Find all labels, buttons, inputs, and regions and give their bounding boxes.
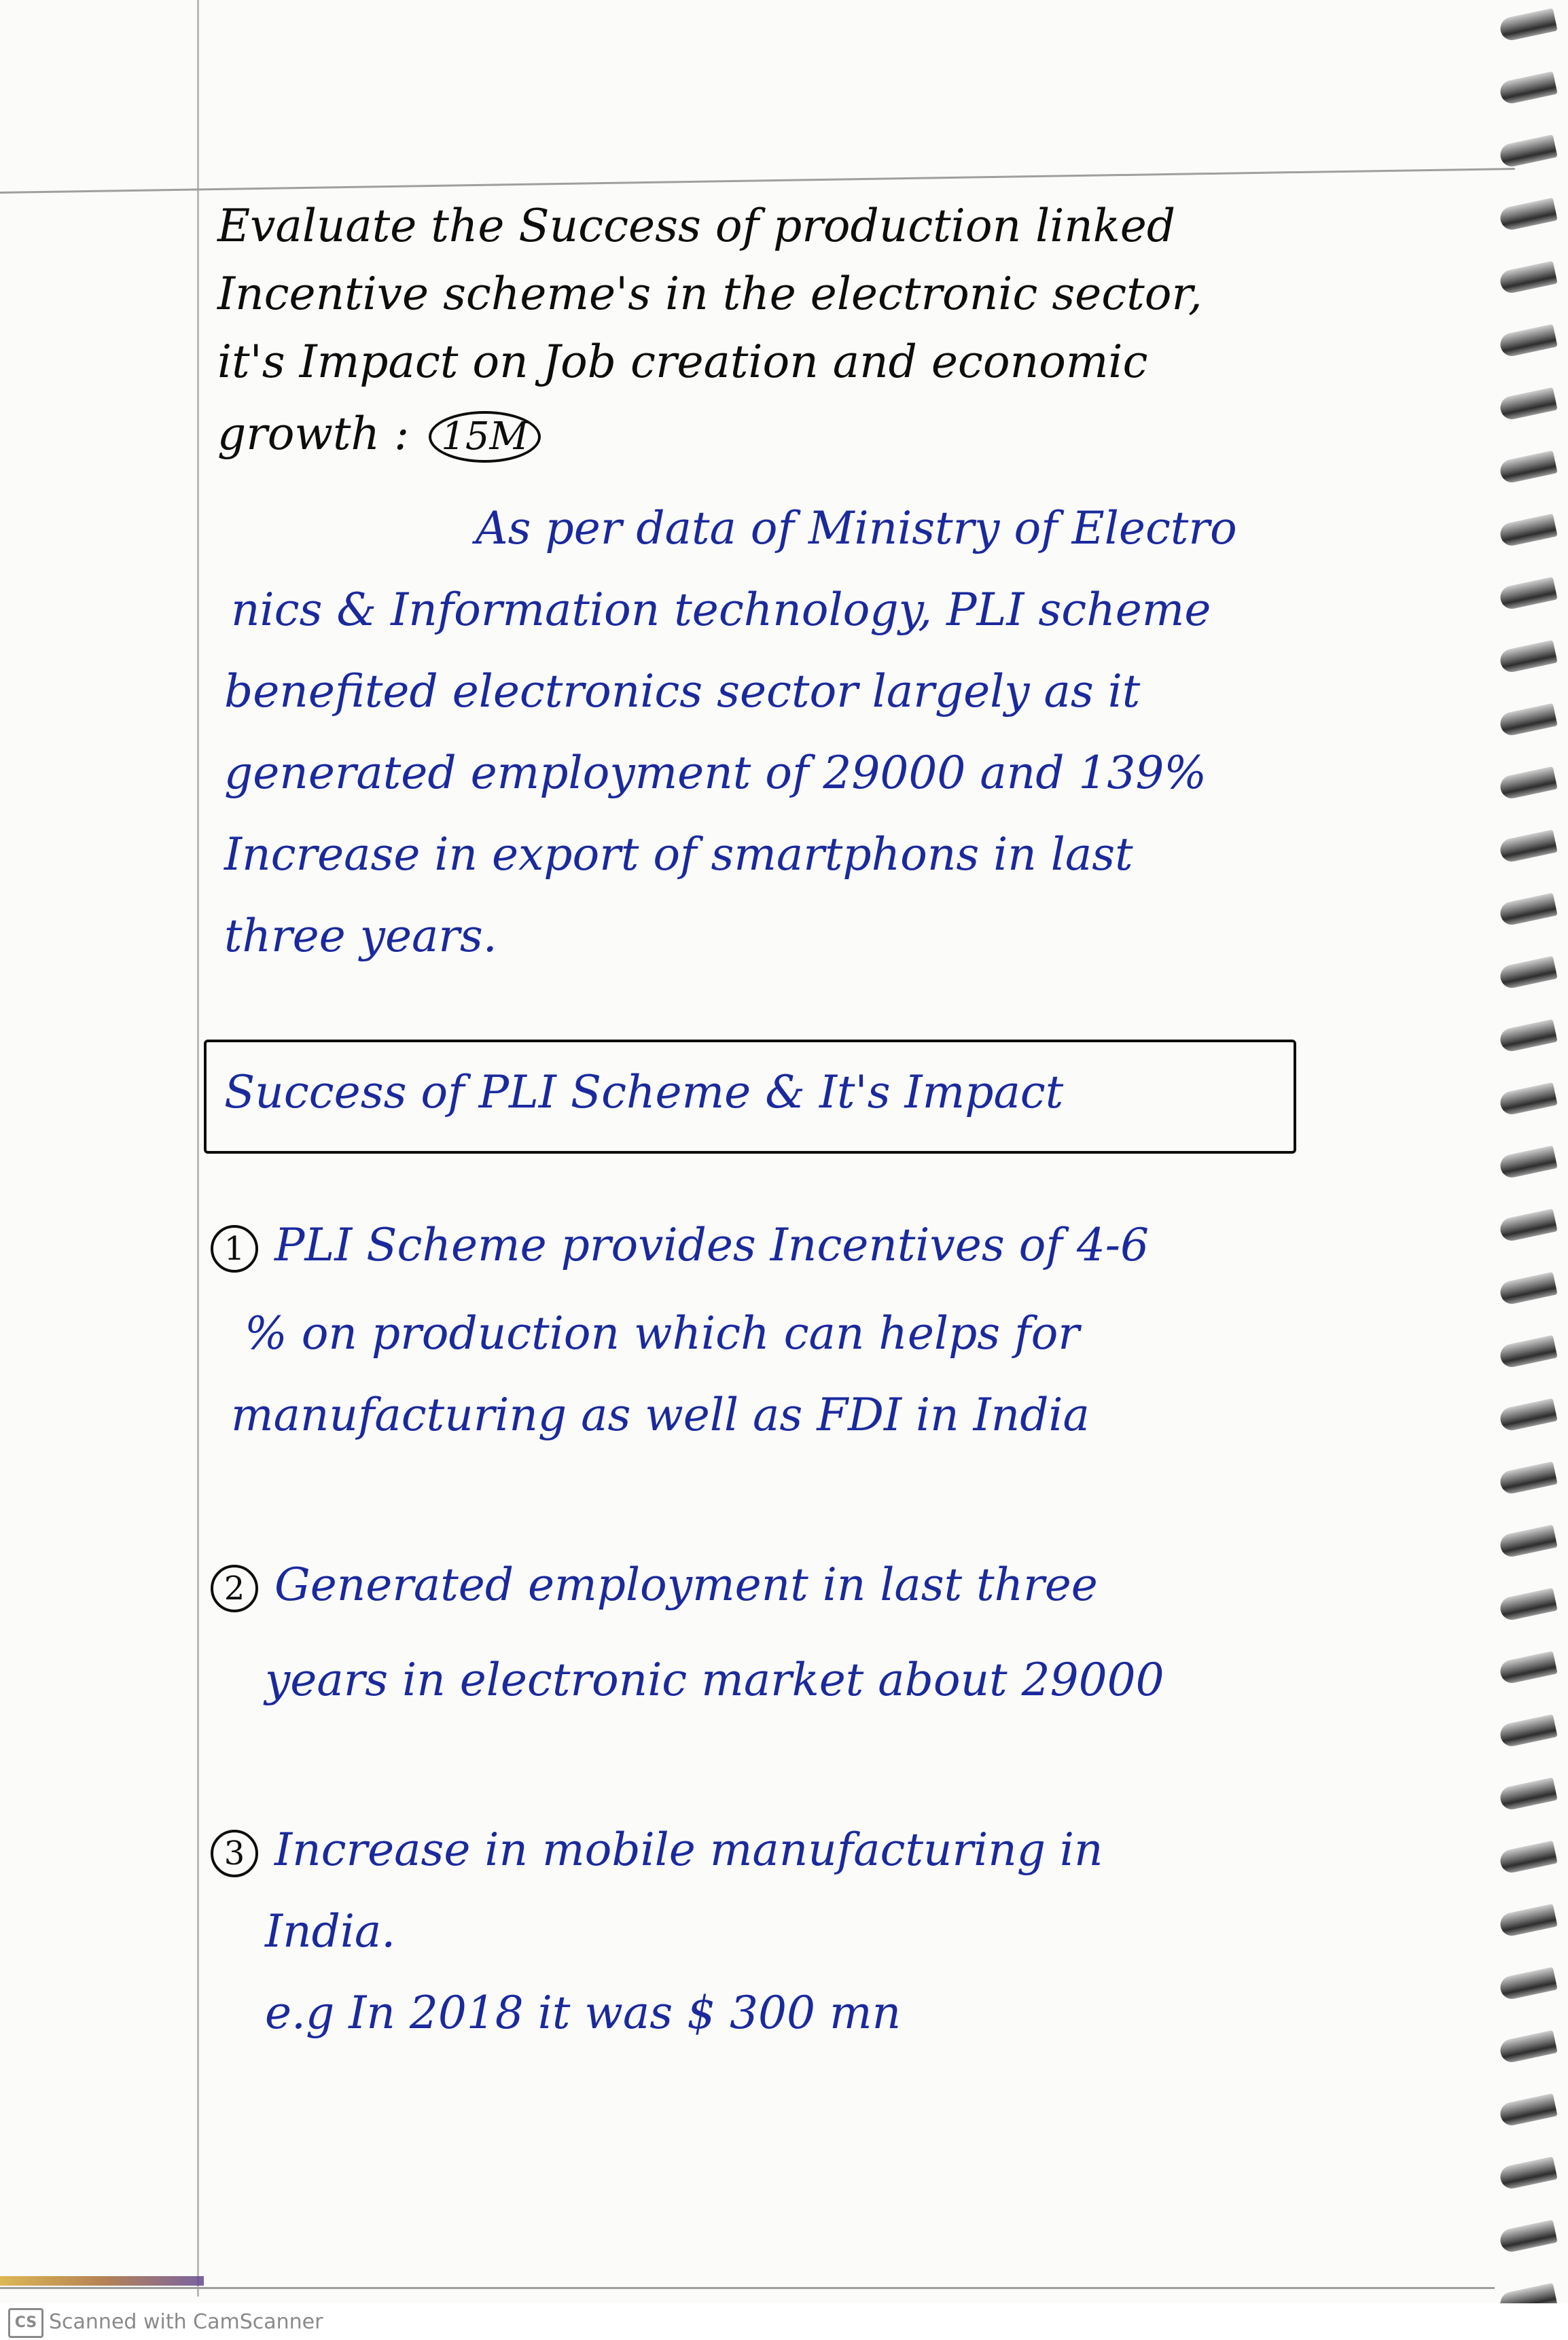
spiral-coil (1498, 1082, 1557, 1116)
spiral-coil (1498, 261, 1557, 295)
spiral-coil (1498, 1335, 1557, 1369)
question-line-3: it's Impact on Job creation and economic (217, 336, 1148, 388)
spiral-coil (1498, 1588, 1557, 1622)
margin-line (197, 0, 199, 2297)
section-heading: Success of PLI Scheme & It's Impact (224, 1066, 1064, 1118)
point-2-number: 2 (211, 1565, 258, 1612)
spiral-coil (1498, 71, 1557, 105)
intro-line-2: nics & Information technology, PLI scheme (231, 584, 1211, 636)
scanner-watermark: Scanned with CamScanner (49, 2310, 323, 2334)
spiral-coil (1498, 514, 1557, 548)
bottom-rule (0, 2287, 1495, 2289)
point-2-line-1 (211, 1559, 1098, 1612)
point-2-line-2: years in electronic market about 29000 (265, 1654, 1164, 1706)
point-1-line-3: manufacturing as well as FDI in India (231, 1389, 1090, 1441)
point-3-line-1 (211, 1824, 1103, 1877)
spiral-coil (1498, 2030, 1557, 2064)
spiral-coil (1498, 577, 1557, 611)
spiral-coil (1498, 198, 1557, 232)
spiral-coil (1498, 1398, 1557, 1432)
spiral-coil (1498, 1272, 1557, 1306)
point-2-text: Generated employment in last three (274, 1559, 1098, 1611)
spiral-binding (1486, 0, 1568, 2340)
question-line-4-text: growth : (217, 408, 410, 460)
spiral-coil (1498, 1714, 1557, 1748)
intro-line-5: Increase in export of smartphons in last (224, 828, 1133, 881)
camscanner-logo-icon: CS (8, 2308, 43, 2338)
spiral-coil (1498, 387, 1557, 421)
intro-line-3: benefited electronics sector largely as it (224, 665, 1141, 717)
spiral-coil (1498, 1651, 1557, 1685)
question-line-4 (217, 408, 541, 463)
question-line-1: Evaluate the Success of production linked (217, 200, 1176, 252)
top-rule (0, 168, 1515, 194)
intro-line-1: As per data of Ministry of Electro (476, 502, 1237, 554)
spiral-coil (1498, 450, 1557, 484)
spiral-coil (1498, 1841, 1557, 1875)
spiral-coil (1498, 830, 1557, 864)
point-3-line-3: e.g In 2018 it was $ 300 mn (265, 1987, 902, 2039)
intro-line-6: three years. (224, 910, 497, 962)
spiral-coil (1498, 1209, 1557, 1243)
point-3-line-2: India. (265, 1905, 396, 1957)
spiral-coil (1498, 640, 1557, 674)
spiral-coil (1498, 2093, 1557, 2127)
question-line-2: Incentive scheme's in the electronic sector, (217, 268, 1202, 320)
spiral-coil (1498, 1777, 1557, 1811)
point-3-number: 3 (211, 1830, 258, 1877)
spiral-coil (1498, 1525, 1557, 1559)
point-1-line-1 (211, 1219, 1150, 1273)
spiral-coil (1498, 703, 1557, 737)
point-1-line-2: % on production which can helps for (245, 1307, 1080, 1360)
spiral-coil (1498, 956, 1557, 990)
spiral-coil (1498, 1461, 1557, 1495)
spiral-coil (1498, 8, 1557, 42)
spiral-coil (1498, 135, 1557, 169)
point-1-text: PLI Scheme provides Incentives of 4-6 (274, 1219, 1150, 1271)
point-1-number: 1 (211, 1225, 258, 1273)
spiral-coil (1498, 893, 1557, 927)
spiral-coil (1498, 324, 1557, 358)
spiral-coil (1498, 1019, 1557, 1053)
spiral-coil (1498, 1967, 1557, 2001)
point-3-text: Increase in mobile manufacturing in (274, 1824, 1103, 1876)
spiral-coil (1498, 1146, 1557, 1180)
spiral-coil (1498, 766, 1557, 800)
marks-badge: 15M (429, 411, 541, 463)
spiral-coil (1498, 2157, 1557, 2191)
page-edge-stain (0, 2276, 204, 2286)
spiral-coil (1498, 2220, 1557, 2254)
intro-line-4: generated employment of 29000 and 139% (224, 747, 1207, 799)
spiral-coil (1498, 1904, 1557, 1938)
